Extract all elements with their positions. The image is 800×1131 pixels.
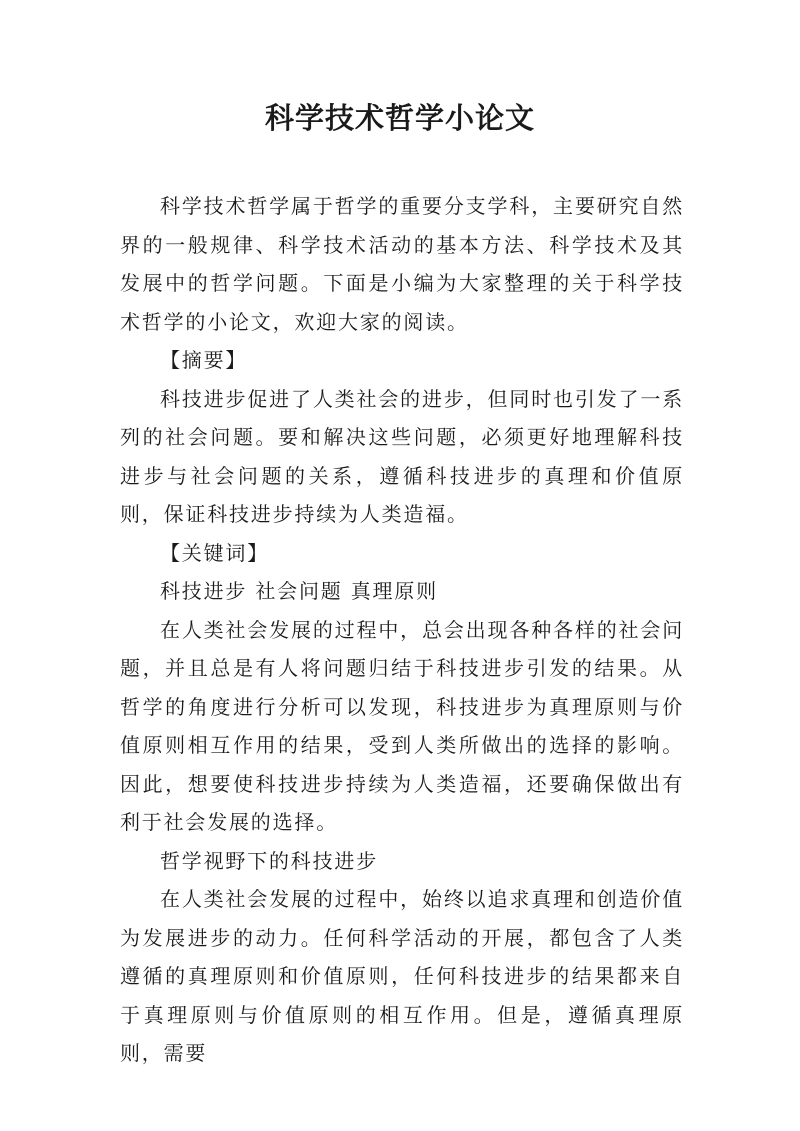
body-paragraph: 在人类社会发展的过程中，始终以追求真理和创造价值为发展进步的动力。任何科学活动的开展，都包含了人类遵循的真理原则和价值原则，任何科技进步的结果都来自于真理原则与价值原则的相互作用。但是，遵循真理原则，需要 (120, 887, 684, 1065)
document-title: 科学技术哲学小论文 (264, 101, 535, 135)
body-paragraph: 在人类社会发展的过程中，总会出现各种各样的社会问题，并且总是有人将问题归结于科技进步引发的结果。从哲学的角度进行分析可以发现，科技进步为真理原则与价值原则相互作用的结果，受到人类所做出的选择的影响。因此，想要使科技进步持续为人类造福，还要确保做出有利于社会发展的选择。 (120, 617, 684, 834)
abstract-paragraph: 科技进步促进了人类社会的进步，但同时也引发了一系列的社会问题。要和解决这些问题，必须更好地理解科技进步与社会问题的关系，遵循科技进步的真理和价值原则，保证科技进步持续为人类造福。 (120, 386, 684, 526)
abstract-heading: 【摘要】 (160, 348, 248, 372)
section-heading: 哲学视野下的科技进步 (160, 848, 378, 873)
keywords-heading: 【关键词】 (160, 540, 269, 565)
intro-paragraph: 科学技术哲学属于哲学的重要分支学科，主要研究自然界的一般规律、科学技术活动的基本方法、科学技术及其发展中的哲学问题。下面是小编为大家整理的关于科学技术哲学的小论文，欢迎大家的阅读。 (120, 194, 684, 334)
keywords-line: 科技进步 社会问题 真理原则 (160, 579, 438, 603)
document-body (120, 187, 684, 1073)
